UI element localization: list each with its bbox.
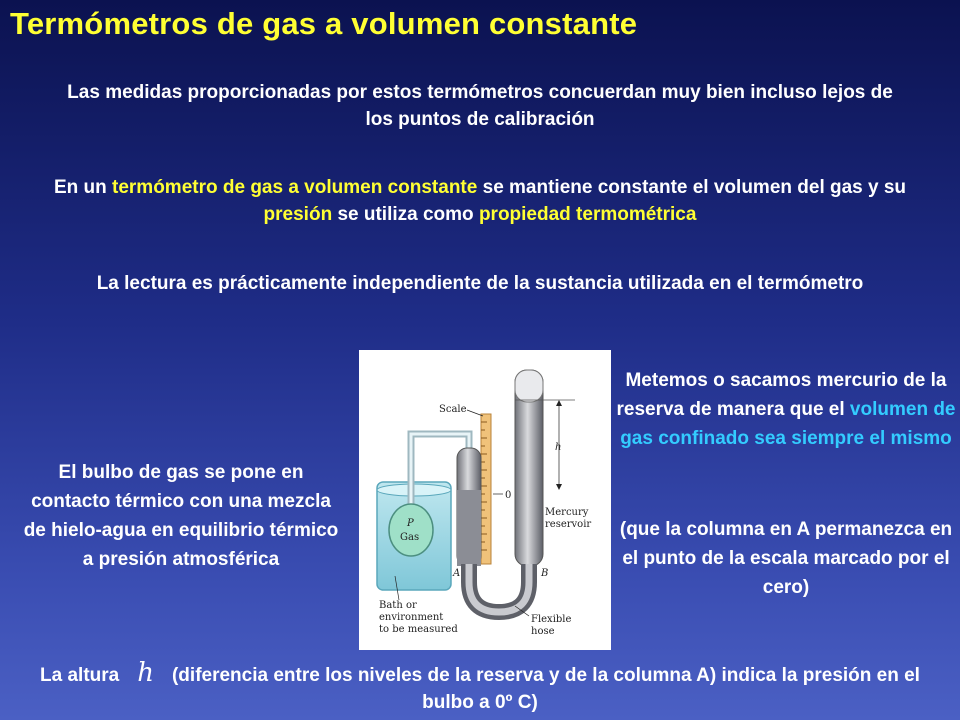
mercury-text-1: Metemos o sacamos mercurio de la reserva de manera que el [616, 370, 947, 420]
bath-label-1: Bath or [379, 600, 417, 611]
column-note: (que la columna en A permanezca en el punto de la escala marcado por el cero) [619, 519, 953, 598]
independence-paragraph: La lectura es prácticamente independiente de la sustancia utilizada en el termómetro [96, 273, 864, 294]
bath-label-3: to be measured [379, 624, 458, 635]
b-label: B [541, 568, 549, 579]
mercury-description [612, 366, 960, 453]
reservoir-label: reservoir [545, 519, 592, 530]
h-label: h [555, 442, 562, 453]
highlight-volume: volumen de gas confinado sea siempre el mismo [620, 399, 956, 449]
flexible-label-1: Flexible [531, 614, 572, 625]
intro-paragraph: Las medidas proporcionadas por estos termómetros concuerdan muy bien incluso lejos de los puntos de calibración [67, 82, 893, 130]
p-label: P [407, 518, 414, 529]
gas-bulb [389, 504, 433, 556]
thermometer-diagram [359, 350, 611, 650]
flexible-label-2: hose [531, 626, 555, 637]
thermometer-figure [359, 350, 611, 650]
definition-text-2: se mantiene constante el volumen del gas y su [477, 177, 907, 198]
a-label: A [453, 568, 461, 579]
height-text-1: La altura [40, 665, 120, 686]
gas-label: Gas [400, 532, 420, 543]
highlight-thermometer: termómetro de gas a volumen constante [112, 177, 478, 198]
definition-text-3: se utiliza como [332, 204, 479, 225]
definition-text-1: En un [53, 177, 113, 198]
height-paragraph [40, 660, 920, 716]
bath-label-2: environment [379, 612, 444, 623]
h-variable: h [137, 658, 154, 688]
scale-label: Scale [439, 404, 467, 415]
zero-label: 0 [505, 490, 512, 501]
bulb-description: El bulbo de gas se pone en contacto térmico con una mezcla de hielo-agua en equilibrio térmico a presión atmosférica [23, 462, 339, 570]
highlight-property: propiedad termométrica [478, 204, 697, 225]
definition-paragraph [40, 174, 920, 228]
mercury-label: Mercury [545, 507, 589, 518]
highlight-pressure: presión [263, 204, 333, 225]
slide-title: Termómetros de gas a volumen constante [10, 6, 638, 41]
height-text-2: (diferencia entre los niveles de la reserva y de la columna A) indica la presión en el bulbo a 0º C) [171, 665, 920, 713]
